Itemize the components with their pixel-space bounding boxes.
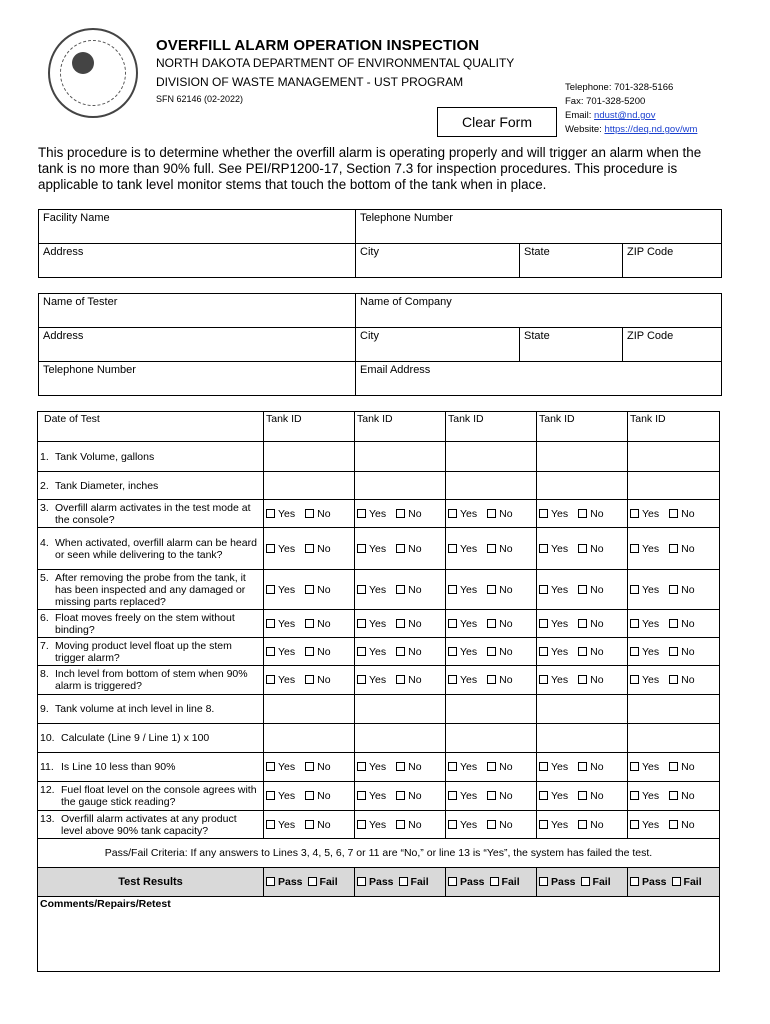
tester-zip-field[interactable]: ZIP Code	[623, 328, 722, 362]
inspection-question: 11. Is Line 10 less than 90%	[38, 753, 264, 782]
company-name-field[interactable]: Name of Company	[356, 294, 722, 328]
yes-checkbox[interactable]	[266, 585, 275, 594]
value-input-cell[interactable]	[446, 724, 537, 753]
inspection-question: 8. Inch level from bottom of stem when 90% alarm is triggered?	[38, 666, 264, 695]
yes-no-cell: Yes No	[628, 666, 720, 695]
pass-fail-cell: Pass Fail	[355, 868, 446, 897]
no-checkbox[interactable]	[396, 675, 405, 684]
procedure-description: This procedure is to determine whether the overfill alarm is operating properly and will trigger an alarm when the tank is no more than 90% full. See PEI/RP1200-17, Section 7.3 for inspection procedures. This procedure is applicable to tank level monitor stems that touch the bottom of the tank when in place.	[38, 145, 702, 192]
website-link[interactable]: https://deq.nd.gov/wm	[604, 124, 698, 135]
yes-checkbox[interactable]	[630, 675, 639, 684]
yes-checkbox[interactable]	[539, 585, 548, 594]
value-input-cell[interactable]	[355, 472, 446, 500]
no-checkbox[interactable]	[669, 791, 678, 800]
no-checkbox[interactable]	[669, 544, 678, 553]
inspection-question: 4. When activated, overfill alarm can be heard or seen while delivering to the tank?	[38, 528, 264, 570]
tank-id-field[interactable]: Tank ID	[446, 412, 537, 442]
no-checkbox[interactable]	[305, 762, 314, 771]
comments-field[interactable]: Comments/Repairs/Retest	[38, 897, 720, 972]
no-checkbox[interactable]	[487, 619, 496, 628]
no-checkbox[interactable]	[487, 791, 496, 800]
yes-no-cell: Yes No	[537, 570, 628, 610]
clear-form-button[interactable]: Clear Form	[437, 107, 557, 137]
yes-no-cell: Yes No	[537, 500, 628, 528]
value-input-cell[interactable]	[264, 695, 355, 724]
no-checkbox[interactable]	[305, 509, 314, 518]
yes-no-cell: Yes No	[264, 638, 355, 666]
yes-no-cell: Yes No	[537, 638, 628, 666]
contact-fax: Fax: 701-328-5200	[565, 96, 646, 107]
tank-id-field[interactable]: Tank ID	[355, 412, 446, 442]
inspection-question: 9. Tank volume at inch level in line 8.	[38, 695, 264, 724]
yes-checkbox[interactable]	[539, 762, 548, 771]
yes-no-cell: Yes No	[264, 811, 355, 839]
no-checkbox[interactable]	[487, 762, 496, 771]
pass-checkbox[interactable]	[539, 877, 548, 886]
yes-checkbox[interactable]	[539, 647, 548, 656]
facility-state-field[interactable]: State	[520, 244, 623, 278]
no-checkbox[interactable]	[396, 762, 405, 771]
inspection-row	[38, 500, 720, 528]
yes-checkbox[interactable]	[357, 647, 366, 656]
yes-no-cell: Yes No	[628, 753, 720, 782]
test-results-row	[38, 868, 720, 897]
facility-address-field[interactable]: Address	[39, 244, 356, 278]
pass-checkbox[interactable]	[630, 877, 639, 886]
yes-checkbox[interactable]	[539, 619, 548, 628]
yes-no-cell: Yes No	[446, 753, 537, 782]
value-input-cell[interactable]	[537, 695, 628, 724]
facility-telephone-field[interactable]: Telephone Number	[356, 210, 722, 244]
value-input-cell[interactable]	[537, 472, 628, 500]
pass-checkbox[interactable]	[266, 877, 275, 886]
yes-checkbox[interactable]	[448, 762, 457, 771]
no-checkbox[interactable]	[487, 675, 496, 684]
no-checkbox[interactable]	[578, 791, 587, 800]
yes-no-cell: Yes No	[355, 500, 446, 528]
yes-checkbox[interactable]	[539, 509, 548, 518]
yes-no-cell: Yes No	[628, 528, 720, 570]
yes-checkbox[interactable]	[448, 647, 457, 656]
yes-checkbox[interactable]	[357, 544, 366, 553]
inspection-question: 1. Tank Volume, gallons	[38, 442, 264, 472]
yes-no-cell: Yes No	[537, 666, 628, 695]
value-input-cell[interactable]	[355, 442, 446, 472]
inspection-row	[38, 570, 720, 610]
yes-checkbox[interactable]	[266, 675, 275, 684]
yes-checkbox[interactable]	[448, 675, 457, 684]
date-of-test-field[interactable]: Date of Test	[38, 412, 264, 442]
yes-checkbox[interactable]	[539, 820, 548, 829]
pass-fail-cell: Pass Fail	[446, 868, 537, 897]
tester-address-field[interactable]: Address	[39, 328, 356, 362]
yes-checkbox[interactable]	[539, 544, 548, 553]
value-input-cell[interactable]	[628, 442, 720, 472]
no-checkbox[interactable]	[487, 585, 496, 594]
yes-checkbox[interactable]	[539, 791, 548, 800]
yes-checkbox[interactable]	[630, 509, 639, 518]
no-checkbox[interactable]	[396, 544, 405, 553]
inspection-question: 7. Moving product level float up the stem trigger alarm?	[38, 638, 264, 666]
comments-row	[38, 897, 720, 972]
yes-checkbox[interactable]	[266, 647, 275, 656]
value-input-cell[interactable]	[628, 724, 720, 753]
inspection-question: 10. Calculate (Line 9 / Line 1) x 100	[38, 724, 264, 753]
no-checkbox[interactable]	[578, 762, 587, 771]
pass-fail-cell: Pass Fail	[537, 868, 628, 897]
value-input-cell[interactable]	[446, 472, 537, 500]
yes-no-cell: Yes No	[628, 811, 720, 839]
no-checkbox[interactable]	[305, 647, 314, 656]
no-checkbox[interactable]	[487, 544, 496, 553]
inspection-row	[38, 695, 720, 724]
yes-checkbox[interactable]	[357, 675, 366, 684]
yes-checkbox[interactable]	[266, 544, 275, 553]
yes-no-cell: Yes No	[537, 811, 628, 839]
yes-no-cell: Yes No	[264, 753, 355, 782]
yes-no-cell: Yes No	[264, 500, 355, 528]
value-input-cell[interactable]	[355, 724, 446, 753]
inspection-row	[38, 811, 720, 839]
facility-zip-field[interactable]: ZIP Code	[623, 244, 722, 278]
no-checkbox[interactable]	[669, 619, 678, 628]
no-checkbox[interactable]	[578, 647, 587, 656]
tester-email-field[interactable]: Email Address	[356, 362, 722, 396]
no-checkbox[interactable]	[669, 647, 678, 656]
yes-no-cell: Yes No	[537, 782, 628, 811]
contact-email: Email: ndust@nd.gov	[565, 110, 656, 121]
inspection-question: 12. Fuel float level on the console agrees with the gauge stick reading?	[38, 782, 264, 811]
fail-checkbox[interactable]	[490, 877, 499, 886]
no-checkbox[interactable]	[669, 585, 678, 594]
yes-no-cell: Yes No	[264, 782, 355, 811]
value-input-cell[interactable]	[537, 724, 628, 753]
yes-checkbox[interactable]	[357, 762, 366, 771]
yes-no-cell: Yes No	[355, 811, 446, 839]
pass-checkbox[interactable]	[448, 877, 457, 886]
contact-telephone: Telephone: 701-328-5166	[565, 82, 674, 93]
inspection-row	[38, 724, 720, 753]
tester-name-field[interactable]: Name of Tester	[39, 294, 356, 328]
yes-checkbox[interactable]	[539, 675, 548, 684]
inspection-row	[38, 782, 720, 811]
yes-checkbox[interactable]	[357, 585, 366, 594]
email-link[interactable]: ndust@nd.gov	[594, 110, 656, 121]
fail-checkbox[interactable]	[399, 877, 408, 886]
no-checkbox[interactable]	[578, 619, 587, 628]
inspection-row	[38, 666, 720, 695]
inspection-question: 3. Overfill alarm activates in the test mode at the console?	[38, 500, 264, 528]
tank-id-field[interactable]: Tank ID	[537, 412, 628, 442]
yes-no-cell: Yes No	[264, 570, 355, 610]
contact-website: Website: https://deq.nd.gov/wm	[565, 124, 698, 135]
yes-checkbox[interactable]	[630, 820, 639, 829]
inspection-row	[38, 753, 720, 782]
no-checkbox[interactable]	[305, 585, 314, 594]
tester-telephone-field[interactable]: Telephone Number	[39, 362, 356, 396]
fail-checkbox[interactable]	[308, 877, 317, 886]
no-checkbox[interactable]	[487, 647, 496, 656]
test-results-label: Test Results	[38, 868, 264, 897]
state-seal	[48, 28, 138, 118]
no-checkbox[interactable]	[578, 544, 587, 553]
value-input-cell[interactable]	[355, 695, 446, 724]
facility-info-table	[38, 209, 722, 278]
inspection-row	[38, 528, 720, 570]
yes-no-cell: Yes No	[628, 782, 720, 811]
yes-no-cell: Yes No	[628, 610, 720, 638]
yes-checkbox[interactable]	[266, 791, 275, 800]
yes-no-cell: Yes No	[355, 528, 446, 570]
yes-no-cell: Yes No	[628, 500, 720, 528]
yes-no-cell: Yes No	[628, 570, 720, 610]
yes-checkbox[interactable]	[266, 509, 275, 518]
yes-checkbox[interactable]	[630, 619, 639, 628]
tester-city-field[interactable]: City	[356, 328, 520, 362]
inspection-question: 5. After removing the probe from the tank, it has been inspected and any damaged or missing parts replaced?	[38, 570, 264, 610]
yes-checkbox[interactable]	[357, 820, 366, 829]
no-checkbox[interactable]	[578, 820, 587, 829]
yes-checkbox[interactable]	[266, 619, 275, 628]
yes-no-cell: Yes No	[446, 811, 537, 839]
tank-id-field[interactable]: Tank ID	[264, 412, 355, 442]
fail-checkbox[interactable]	[672, 877, 681, 886]
form-title: OVERFILL ALARM OPERATION INSPECTION	[156, 37, 480, 54]
yes-no-cell: Yes No	[537, 610, 628, 638]
no-checkbox[interactable]	[396, 509, 405, 518]
yes-checkbox[interactable]	[448, 509, 457, 518]
inspection-row	[38, 610, 720, 638]
no-checkbox[interactable]	[578, 675, 587, 684]
value-input-cell[interactable]	[446, 695, 537, 724]
yes-no-cell: Yes No	[264, 610, 355, 638]
yes-checkbox[interactable]	[266, 762, 275, 771]
yes-checkbox[interactable]	[630, 791, 639, 800]
no-checkbox[interactable]	[487, 820, 496, 829]
pass-fail-cell: Pass Fail	[628, 868, 720, 897]
no-checkbox[interactable]	[305, 820, 314, 829]
yes-checkbox[interactable]	[448, 585, 457, 594]
no-checkbox[interactable]	[396, 585, 405, 594]
facility-city-field[interactable]: City	[356, 244, 520, 278]
yes-checkbox[interactable]	[630, 585, 639, 594]
yes-no-cell: Yes No	[355, 610, 446, 638]
yes-checkbox[interactable]	[448, 791, 457, 800]
yes-checkbox[interactable]	[630, 762, 639, 771]
yes-no-cell: Yes No	[537, 753, 628, 782]
tank-id-header-row	[38, 412, 720, 442]
tank-id-field[interactable]: Tank ID	[628, 412, 720, 442]
yes-no-cell: Yes No	[446, 570, 537, 610]
no-checkbox[interactable]	[305, 675, 314, 684]
yes-no-cell: Yes No	[264, 528, 355, 570]
inspection-question: 13. Overfill alarm activates at any product level above 90% tank capacity?	[38, 811, 264, 839]
yes-no-cell: Yes No	[355, 753, 446, 782]
value-input-cell[interactable]	[446, 442, 537, 472]
no-checkbox[interactable]	[396, 647, 405, 656]
no-checkbox[interactable]	[396, 791, 405, 800]
inspection-table	[37, 411, 720, 972]
criteria-row	[38, 839, 720, 868]
yes-no-cell: Yes No	[446, 638, 537, 666]
tester-state-field[interactable]: State	[520, 328, 623, 362]
pass-fail-cell: Pass Fail	[264, 868, 355, 897]
no-checkbox[interactable]	[669, 675, 678, 684]
no-checkbox[interactable]	[305, 544, 314, 553]
facility-name-field[interactable]: Facility Name	[39, 210, 356, 244]
yes-no-cell: Yes No	[537, 528, 628, 570]
yes-no-cell: Yes No	[355, 666, 446, 695]
inspection-question: 6. Float moves freely on the stem without binding?	[38, 610, 264, 638]
yes-checkbox[interactable]	[630, 647, 639, 656]
yes-checkbox[interactable]	[357, 619, 366, 628]
yes-no-cell: Yes No	[446, 528, 537, 570]
yes-no-cell: Yes No	[355, 782, 446, 811]
value-input-cell[interactable]	[264, 442, 355, 472]
value-input-cell[interactable]	[628, 695, 720, 724]
no-checkbox[interactable]	[305, 619, 314, 628]
no-checkbox[interactable]	[669, 509, 678, 518]
pass-fail-criteria: Pass/Fail Criteria: If any answers to Lines 3, 4, 5, 6, 7 or 11 are “No,” or line 13 is “Yes”, the system has failed the test.	[38, 839, 720, 868]
yes-no-cell: Yes No	[446, 610, 537, 638]
yes-checkbox[interactable]	[448, 544, 457, 553]
value-input-cell[interactable]	[264, 472, 355, 500]
yes-checkbox[interactable]	[448, 820, 457, 829]
division-name: DIVISION OF WASTE MANAGEMENT - UST PROGRAM	[156, 75, 464, 89]
yes-checkbox[interactable]	[448, 619, 457, 628]
yes-no-cell: Yes No	[446, 500, 537, 528]
inspection-row	[38, 638, 720, 666]
no-checkbox[interactable]	[305, 791, 314, 800]
yes-checkbox[interactable]	[266, 820, 275, 829]
yes-no-cell: Yes No	[355, 570, 446, 610]
yes-checkbox[interactable]	[357, 509, 366, 518]
department-name: NORTH DAKOTA DEPARTMENT OF ENVIRONMENTAL QUALITY	[156, 56, 515, 70]
no-checkbox[interactable]	[487, 509, 496, 518]
inspection-row	[38, 472, 720, 500]
inspection-question: 2. Tank Diameter, inches	[38, 472, 264, 500]
no-checkbox[interactable]	[669, 820, 678, 829]
fail-checkbox[interactable]	[581, 877, 590, 886]
form-number: SFN 62146 (02-2022)	[156, 94, 244, 104]
inspection-row	[38, 442, 720, 472]
yes-checkbox[interactable]	[357, 791, 366, 800]
no-checkbox[interactable]	[396, 619, 405, 628]
no-checkbox[interactable]	[396, 820, 405, 829]
value-input-cell[interactable]	[628, 472, 720, 500]
yes-no-cell: Yes No	[628, 638, 720, 666]
pass-checkbox[interactable]	[357, 877, 366, 886]
no-checkbox[interactable]	[669, 762, 678, 771]
yes-no-cell: Yes No	[355, 638, 446, 666]
yes-no-cell: Yes No	[264, 666, 355, 695]
no-checkbox[interactable]	[578, 509, 587, 518]
yes-no-cell: Yes No	[446, 666, 537, 695]
value-input-cell[interactable]	[264, 724, 355, 753]
yes-no-cell: Yes No	[446, 782, 537, 811]
yes-checkbox[interactable]	[630, 544, 639, 553]
tester-info-table	[38, 293, 722, 396]
no-checkbox[interactable]	[578, 585, 587, 594]
value-input-cell[interactable]	[537, 442, 628, 472]
